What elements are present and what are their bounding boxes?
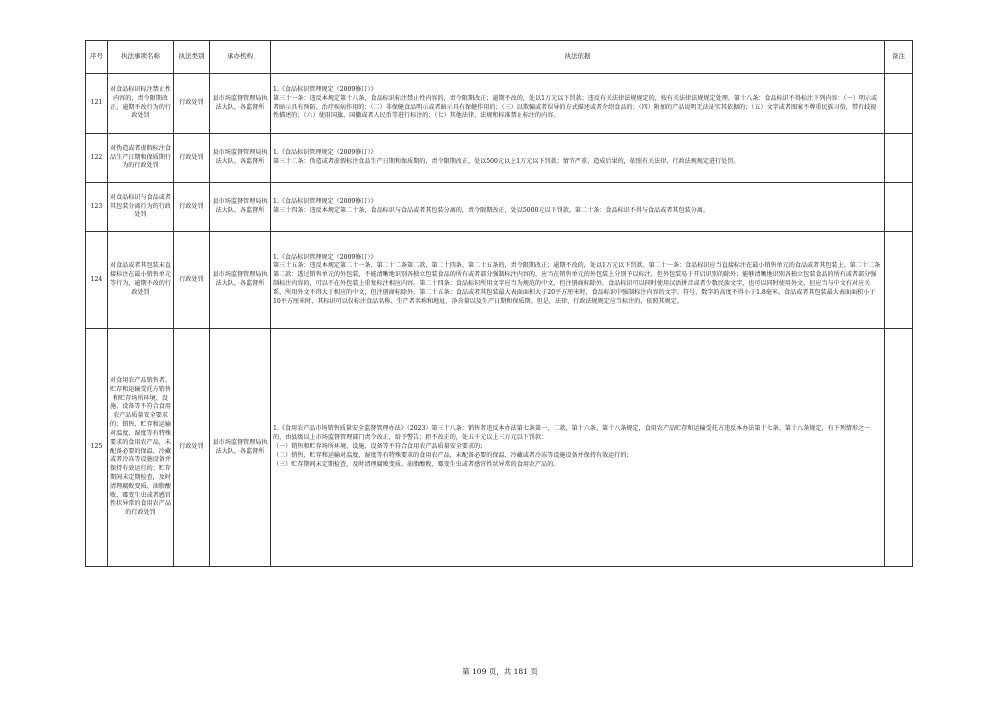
row-no: 123	[86, 183, 108, 232]
row-note	[885, 183, 913, 232]
row-note	[885, 134, 913, 183]
row-no: 122	[86, 134, 108, 183]
basis-line: （一）销售和贮存场所环境、设施、设备等不符合食用农产品质量安全要求的；	[273, 443, 487, 451]
table-row	[86, 329, 913, 567]
basis-line: 第三十四条：违反本规定第二十条，食品标识与食品或者其包装分离的，责令限期改正，处以5000元以下罚款。第二十条：食品标识不得与食品或者其包装分离。	[273, 207, 709, 214]
row-type: 行政处罚	[174, 134, 210, 183]
header-note: 备注	[885, 41, 913, 74]
row-org: 县市场监督管理局执法大队、各监督所	[210, 232, 271, 329]
row-org: 县市场监督管理局执法大队、各监督所	[210, 329, 271, 567]
basis-line: （三）贮存期间未定期检查，及时清理腐败变质、油脂酸败、霉变生虫或者感官性状异常的食用农产品的。	[273, 460, 560, 468]
table-row	[86, 183, 913, 232]
header-org: 承办机构	[210, 41, 271, 74]
row-type: 行政处罚	[174, 232, 210, 329]
row-org: 县市场监督管理局执法大队、各监督所	[210, 74, 271, 134]
table-row	[86, 134, 913, 183]
row-note	[885, 74, 913, 134]
header-no: 序号	[86, 41, 108, 74]
basis-line: 1.《食品标识管理规定（2009修订）》	[273, 85, 377, 93]
row-note	[885, 232, 913, 329]
row-basis	[271, 183, 885, 232]
row-no: 125	[86, 329, 108, 567]
row-basis	[271, 329, 885, 567]
row-type: 行政处罚	[174, 329, 210, 567]
header-type: 执法类别	[174, 41, 210, 74]
row-name: 对食品标识标注禁止性内容的，责令限期改正，逾期不改行为的行政处罚	[108, 74, 174, 134]
basis-line: 第三十一条：违反本规定第十八条，食品标识标注禁止性内容的，责令限期改正；逾期不改的，处以1万元以下罚款；违反有关法律法规规定的，按有关法律法规规定处理。第十八条：食品标识不得标注下列内容：（一）明示或者暗示具有预防、治疗疾病作用的；（二）非保健食品明示或者暗示具有保健作用的；（三）以欺骗或者误导的方式描述或者介绍食品的；（四）附加的产品说明无法证实其依据的；（五）文字或者图案不尊重民族习俗，带有歧视性描述的；（六）使用国旗、国徽或者人民币等进行标注的；（七）其他法律、法规和标准禁止标注的内容。	[273, 94, 878, 120]
table-row	[86, 74, 913, 134]
header-basis: 执法依据	[271, 41, 885, 74]
row-basis	[271, 134, 885, 183]
basis-line: 1.《食品标识管理规定（2009修订）》	[273, 253, 377, 261]
basis-line: 1.《食品标识管理规定（2009修订）》	[273, 198, 377, 206]
basis-line: 第三十二条：伪造或者虚假标注食品生产日期和保质期的，责令限期改正，处以500元以上1万元以下罚款；情节严重，造成后果的，依照有关法律、行政法规规定进行处罚。	[273, 158, 740, 165]
table-row	[86, 232, 913, 329]
row-note	[885, 329, 913, 567]
row-org: 县市场监督管理局执法大队、各监督所	[210, 183, 271, 232]
basis-line: 1.《食用农产品市场销售质量安全监督管理办法》（2023）第三十八条：销售者违反本办法第七条第一、二款、第十六条、第十八条规定，食用农产品贮存和运输受托方违反本办法第十七条、第十八条规定，有下列情形之一的，由县级以上市场监督管理部门责令改正，给予警告；拒不改正的，处五千元以上三万元以下罚款：	[273, 425, 871, 442]
row-no: 121	[86, 74, 108, 134]
basis-line: （二）销售、贮存和运输对温度、湿度等有特殊要求的食用农产品，未配备必要的保温、冷藏或者冷冻等设施设备并保持有效运行的；	[273, 451, 633, 459]
row-org: 县市场监督管理局执法大队、各监督所	[210, 134, 271, 183]
row-type: 行政处罚	[174, 74, 210, 134]
row-no: 124	[86, 232, 108, 329]
row-basis	[271, 74, 885, 134]
row-name: 对食品标识与食品或者其包装分离行为的行政处罚	[108, 183, 174, 232]
table-header-row	[86, 41, 913, 74]
row-name: 对食用农产品销售者、贮存和运输受托方销售和贮存场所环境、设施、设备等不符合食用农产品质量安全要求的；销售、贮存和运输对温度、湿度等有特殊要求的食用农产品，未配备必要的保温、冷藏或者冷冻等设施设备并保持有效运行的；贮存期间未定期检查，及时清理腐败变质、油脂酸败、霉变生虫或者感官性状异常的食用农产品的行政处罚	[108, 329, 174, 567]
row-type: 行政处罚	[174, 183, 210, 232]
page-footer: 第 109 页，共 181 页	[462, 667, 538, 676]
header-name: 执法事项名称	[108, 41, 174, 74]
row-name: 对食品或者其包装未直接标注在最小销售单元等行为，逾期不改的行政处罚	[108, 232, 174, 329]
row-name: 对伪造或者虚假标注食品生产日期和保质期行为的行政处罚	[108, 134, 174, 183]
basis-line: 1.《食品标识管理规定（2009修订）》	[273, 149, 377, 157]
row-basis	[271, 232, 885, 329]
law-table	[85, 40, 913, 567]
basis-line: 第三十五条：违反本规定第二十一条、第二十二条第二款、第二十四条、第二十五条的，责令限期改正；逾期不改的，处以1万元以下罚款。第二十一条：食品标识应当直接标注在最小销售单元的食品或者其包装上。第二十二条第二款：透过销售单元的外包装，不能清晰地识别各独立包装食品的所有或者部分强制标注内容的，应当在销售单元的外包装上分别予以标注，但外包装易于开启识别的除外；能够清晰地识别各独立包装食品的所有或者部分强制标注内容的，可以不在外包装上重复标注相应内容。第二十四条：食品标识所用文字应当为规范的中文，但注册商标除外。食品标识可以同时使用汉语拼音或者少数民族文字，也可以同时使用外文，但应当与中文有对应关系，所用外文不得大于相应的中文，但注册商标除外。第二十五条：食品或者其包装最大表面面积大于20平方厘米时，食品标识中强制标注内容的文字、符号、数字的高度不得小于1.8毫米。食品或者其包装最大表面面积小于10平方厘米时，其标识可以仅标注食品名称、生产者名称和地址、净含量以及生产日期和保质期。但是，法律、行政法规规定应当标注的，依照其规定。	[273, 262, 881, 305]
